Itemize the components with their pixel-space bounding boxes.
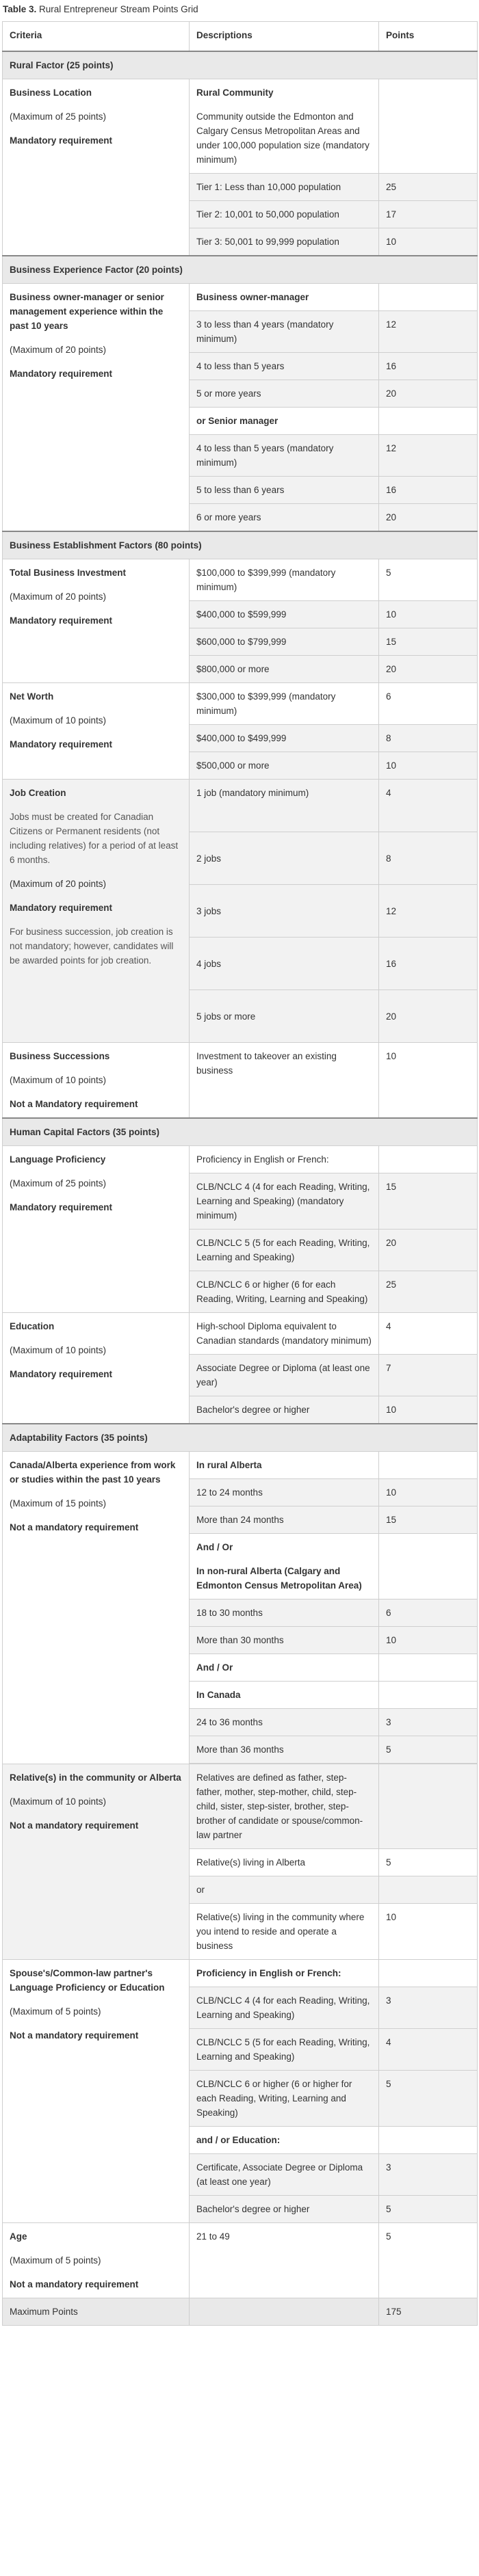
description-cell: CLB/NCLC 5 (5 for each Reading, Writing, Learning and Speaking) (190, 2029, 379, 2071)
criteria-description: Jobs must be created for Canadian Citizens or Permanent residents (not including relatives) for a period of at least 6 months. (10, 812, 179, 865)
points-cell: 10 (379, 601, 478, 628)
criteria-max: (Maximum of 20 points) (10, 345, 107, 355)
description-cell: $600,000 to $799,999 (190, 628, 379, 656)
criteria-cell (3, 1452, 190, 1764)
description-subhead: and / or Education: (190, 2127, 379, 2154)
criteria-cell (3, 1146, 190, 1313)
section-title: Adaptability Factors (35 points) (3, 1424, 478, 1452)
criteria-max: (Maximum of 20 points) (10, 879, 107, 889)
and-or-label: And / Or (196, 1542, 233, 1552)
criteria-max: (Maximum of 5 points) (10, 2006, 101, 2017)
description-cell: Associate Degree or Diploma (at least one year) (190, 1355, 379, 1396)
table-caption (0, 0, 479, 21)
criteria-cell (3, 1960, 190, 2223)
description-subhead: In rural Alberta (190, 1452, 379, 1479)
points-cell: 16 (379, 477, 478, 504)
description-cell: 21 to 49 (190, 2223, 379, 2298)
criteria-requirement: Not a mandatory requirement (10, 2030, 139, 2041)
description-cell: Tier 2: 10,001 to 50,000 population (190, 201, 379, 228)
points-cell: 4 (379, 780, 478, 832)
description-cell: $500,000 or more (190, 752, 379, 780)
points-cell: 20 (379, 380, 478, 408)
description-cell: 3 jobs (190, 885, 379, 938)
criteria-requirement: Mandatory requirement (10, 903, 113, 913)
description-cell: 4 jobs (190, 938, 379, 990)
points-cell: 20 (379, 504, 478, 532)
description-subhead: Proficiency in English or French: (190, 1960, 379, 1987)
points-cell (379, 1764, 478, 1849)
criteria-cell (3, 683, 190, 780)
section-row (3, 1118, 478, 1146)
points-cell: 20 (379, 1230, 478, 1271)
points-cell (379, 284, 478, 311)
criteria-max: (Maximum of 10 points) (10, 715, 107, 726)
table-caption-label: Table 3. (3, 4, 37, 14)
description-text: Community outside the Edmonton and Calgary Census Metropolitan Areas and under 100,000 population size (mandatory minimum) (196, 111, 370, 165)
points-cell: 15 (379, 1173, 478, 1230)
points-cell (379, 1682, 478, 1709)
points-cell (379, 1146, 478, 1173)
points-cell: 15 (379, 1506, 478, 1534)
description-subhead: Rural Community (196, 88, 274, 98)
table-row (3, 2223, 478, 2298)
points-cell: 7 (379, 1355, 478, 1396)
criteria-title: Business Location (10, 88, 92, 98)
points-cell: 6 (379, 1599, 478, 1627)
table-row (3, 284, 478, 311)
description-cell: More than 24 months (190, 1506, 379, 1534)
points-cell: 16 (379, 353, 478, 380)
total-label: Maximum Points (3, 2298, 190, 2326)
criteria-requirement: Mandatory requirement (10, 739, 113, 749)
criteria-requirement: Not a mandatory requirement (10, 2279, 139, 2289)
points-cell: 3 (379, 1987, 478, 2029)
header-descriptions: Descriptions (190, 22, 379, 52)
section-row (3, 256, 478, 284)
description-cell: 1 job (mandatory minimum) (190, 780, 379, 832)
criteria-requirement: Mandatory requirement (10, 615, 113, 626)
points-cell (379, 1654, 478, 1682)
description-cell (190, 79, 379, 174)
section-title: Human Capital Factors (35 points) (3, 1118, 478, 1146)
description-cell: $300,000 to $399,999 (mandatory minimum) (190, 683, 379, 725)
criteria-note: For business succession, job creation is not mandatory; however, candidates will be awarded points for job creation. (10, 927, 174, 966)
table-row (3, 683, 478, 725)
criteria-title: Language Proficiency (10, 1154, 106, 1165)
description-cell: Relative(s) living in Alberta (190, 1849, 379, 1876)
criteria-cell (3, 1043, 190, 1119)
section-title: Business Establishment Factors (80 points) (3, 531, 478, 559)
description-cell: CLB/NCLC 6 or higher (6 or higher for each Reading, Writing, Learning and Speaking) (190, 2071, 379, 2127)
description-cell: 6 or more years (190, 504, 379, 532)
points-cell: 8 (379, 725, 478, 752)
table-row (3, 780, 478, 832)
section-title: Rural Factor (25 points) (3, 51, 478, 79)
total-row (3, 2298, 478, 2326)
section-row (3, 531, 478, 559)
table-row (3, 79, 478, 174)
points-cell: 10 (379, 1043, 478, 1119)
points-cell: 15 (379, 628, 478, 656)
points-cell: 20 (379, 990, 478, 1043)
description-subhead: Business owner-manager (190, 284, 379, 311)
description-subhead: or Senior manager (190, 408, 379, 435)
points-cell: 20 (379, 656, 478, 683)
criteria-title: Age (10, 2231, 27, 2242)
criteria-requirement: Mandatory requirement (10, 1202, 113, 1212)
points-cell: 3 (379, 2154, 478, 2196)
criteria-cell (3, 2223, 190, 2298)
points-cell: 4 (379, 1313, 478, 1355)
description-cell: 4 to less than 5 years (190, 353, 379, 380)
points-cell: 5 (379, 1736, 478, 1764)
description-cell: $400,000 to $599,999 (190, 601, 379, 628)
description-cell: Investment to takeover an existing business (190, 1043, 379, 1119)
criteria-title: Education (10, 1321, 55, 1331)
points-cell: 17 (379, 201, 478, 228)
criteria-title: Relative(s) in the community or Alberta (10, 1772, 181, 1783)
description-cell: 12 to 24 months (190, 1479, 379, 1506)
criteria-cell (3, 559, 190, 683)
table-caption-title: Rural Entrepreneur Stream Points Grid (39, 4, 198, 14)
section-row (3, 1424, 478, 1452)
criteria-max: (Maximum of 25 points) (10, 1178, 107, 1189)
criteria-title: Business owner-manager or senior management experience within the past 10 years (10, 292, 164, 331)
points-cell: 16 (379, 938, 478, 990)
table-row (3, 1146, 478, 1173)
criteria-requirement: Mandatory requirement (10, 135, 113, 146)
criteria-max: (Maximum of 20 points) (10, 592, 107, 602)
header-points: Points (379, 22, 478, 52)
description-cell: More than 36 months (190, 1736, 379, 1764)
section-title: Business Experience Factor (20 points) (3, 256, 478, 284)
description-cell: Relative(s) living in the community where you intend to reside and operate a business (190, 1904, 379, 1960)
criteria-requirement: Mandatory requirement (10, 369, 113, 379)
header-row (3, 22, 478, 52)
description-cell: 5 jobs or more (190, 990, 379, 1043)
table-row (3, 1452, 478, 1479)
points-cell (379, 79, 478, 174)
criteria-title: Business Successions (10, 1051, 110, 1061)
description-cell (190, 1534, 379, 1599)
points-cell: 8 (379, 832, 478, 885)
points-cell: 12 (379, 435, 478, 477)
description-cell: More than 30 months (190, 1627, 379, 1654)
points-cell: 5 (379, 559, 478, 601)
description-cell: CLB/NCLC 4 (4 for each Reading, Writing, Learning and Speaking) (mandatory minimum) (190, 1173, 379, 1230)
description-subhead: In non-rural Alberta (Calgary and Edmonton Census Metropolitan Area) (196, 1566, 362, 1591)
criteria-cell (3, 1313, 190, 1424)
criteria-requirement: Not a Mandatory requirement (10, 1099, 138, 1109)
points-cell: 5 (379, 1849, 478, 1876)
points-cell: 25 (379, 1271, 478, 1313)
criteria-max: (Maximum of 10 points) (10, 1075, 107, 1085)
criteria-title: Total Business Investment (10, 568, 127, 578)
description-cell: 3 to less than 4 years (mandatory minimum) (190, 311, 379, 353)
description-cell: Relatives are defined as father, step-father, mother, step-mother, child, step-child, sister, step-sister, brother, step-brother of candidate or spouse/common-law partner (190, 1764, 379, 1849)
description-cell: 4 to less than 5 years (mandatory minimum) (190, 435, 379, 477)
criteria-cell (3, 284, 190, 532)
table-row (3, 1043, 478, 1119)
points-cell: 5 (379, 2196, 478, 2223)
criteria-cell (3, 1764, 190, 1960)
points-cell: 10 (379, 1904, 478, 1960)
points-cell: 12 (379, 885, 478, 938)
criteria-title: Job Creation (10, 788, 66, 798)
criteria-max: (Maximum of 15 points) (10, 1498, 107, 1509)
points-cell: 10 (379, 1479, 478, 1506)
table-row (3, 559, 478, 601)
criteria-title: Net Worth (10, 691, 54, 702)
and-or-label: And / Or (190, 1654, 379, 1682)
description-cell: Proficiency in English or French: (190, 1146, 379, 1173)
points-cell (379, 1452, 478, 1479)
criteria-title: Canada/Alberta experience from work or studies within the past 10 years (10, 1460, 176, 1485)
description-cell: $800,000 or more (190, 656, 379, 683)
section-row (3, 51, 478, 79)
points-grid-table (2, 21, 478, 2326)
total-value: 175 (379, 2298, 478, 2326)
table-row (3, 1960, 478, 1987)
points-cell: 10 (379, 1396, 478, 1424)
points-cell: 6 (379, 683, 478, 725)
table-row (3, 1313, 478, 1355)
criteria-max: (Maximum of 10 points) (10, 1345, 107, 1355)
description-cell: $400,000 to $499,999 (190, 725, 379, 752)
criteria-cell (3, 79, 190, 256)
description-cell: Certificate, Associate Degree or Diploma (at least one year) (190, 2154, 379, 2196)
points-cell (379, 2127, 478, 2154)
points-cell: 3 (379, 1709, 478, 1736)
description-cell: 24 to 36 months (190, 1709, 379, 1736)
description-cell: Bachelor's degree or higher (190, 1396, 379, 1424)
description-cell: 5 to less than 6 years (190, 477, 379, 504)
header-criteria: Criteria (3, 22, 190, 52)
description-cell: $100,000 to $399,999 (mandatory minimum) (190, 559, 379, 601)
description-cell: High-school Diploma equivalent to Canadian standards (mandatory minimum) (190, 1313, 379, 1355)
points-cell: 10 (379, 752, 478, 780)
criteria-cell (3, 780, 190, 1043)
description-cell: Tier 3: 50,001 to 99,999 population (190, 228, 379, 256)
description-cell: CLB/NCLC 4 (4 for each Reading, Writing, Learning and Speaking) (190, 1987, 379, 2029)
points-cell (379, 1960, 478, 1987)
points-cell (379, 408, 478, 435)
points-cell: 10 (379, 1627, 478, 1654)
criteria-title: Spouse's/Common-law partner's Language Proficiency or Education (10, 1968, 165, 1993)
description-cell: Tier 1: Less than 10,000 population (190, 174, 379, 201)
description-cell: 5 or more years (190, 380, 379, 408)
description-cell: CLB/NCLC 5 (5 for each Reading, Writing, Learning and Speaking) (190, 1230, 379, 1271)
or-label: or (190, 1876, 379, 1904)
description-cell: 18 to 30 months (190, 1599, 379, 1627)
points-cell: 12 (379, 311, 478, 353)
points-cell: 10 (379, 228, 478, 256)
table-row (3, 1764, 478, 1849)
criteria-max: (Maximum of 10 points) (10, 1796, 107, 1807)
points-cell (379, 1534, 478, 1599)
criteria-requirement: Not a mandatory requirement (10, 1820, 139, 1831)
criteria-requirement: Not a mandatory requirement (10, 1522, 139, 1532)
description-cell: CLB/NCLC 6 or higher (6 for each Reading, Writing, Learning and Speaking) (190, 1271, 379, 1313)
points-cell: 5 (379, 2071, 478, 2127)
points-cell: 4 (379, 2029, 478, 2071)
criteria-max: (Maximum of 5 points) (10, 2255, 101, 2266)
points-cell (379, 1876, 478, 1904)
criteria-max: (Maximum of 25 points) (10, 111, 107, 122)
criteria-requirement: Mandatory requirement (10, 1369, 113, 1379)
description-subhead: In Canada (190, 1682, 379, 1709)
description-cell: 2 jobs (190, 832, 379, 885)
description-cell: Bachelor's degree or higher (190, 2196, 379, 2223)
points-cell: 5 (379, 2223, 478, 2298)
points-cell: 25 (379, 174, 478, 201)
